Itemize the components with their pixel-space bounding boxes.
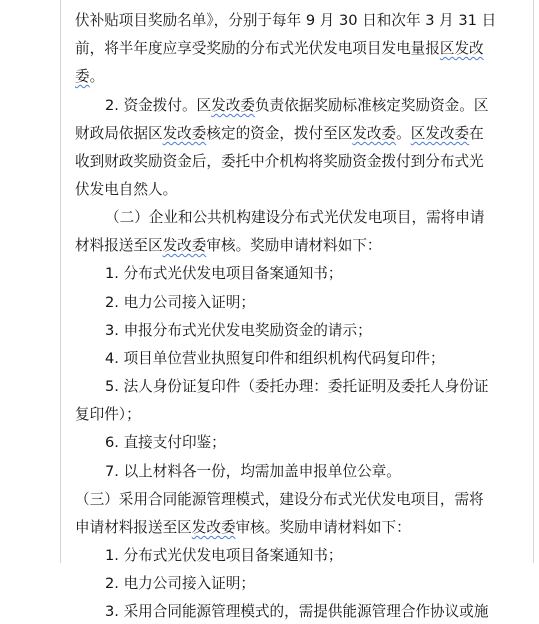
text-line bbox=[75, 150, 484, 174]
text-span: 材料报送至区 bbox=[75, 237, 163, 254]
text-line bbox=[105, 544, 342, 568]
spellcheck-flagged-term: 区发改委 bbox=[410, 125, 470, 142]
text-line bbox=[75, 403, 141, 427]
text-span: 7. 以上材料各一份，均需加盖申报单位公章。 bbox=[105, 463, 401, 480]
page-margin-left-rule bbox=[60, 0, 61, 563]
text-line bbox=[105, 262, 342, 286]
text-line bbox=[75, 9, 496, 33]
spellcheck-flagged-term: 发改委 bbox=[162, 125, 207, 142]
spellcheck-flagged-term: 委 bbox=[75, 68, 90, 85]
text-line bbox=[75, 37, 484, 61]
text-span: 1. 分布式光伏发电项目备案通知书； bbox=[105, 265, 343, 282]
text-span: 前，将半年度应享受奖励的分布式光伏发电项目发电量报 bbox=[75, 40, 440, 57]
text-span: 收到财政奖励资金后，委托中介机构将奖励资金拨付到分布式光 bbox=[75, 153, 484, 170]
text-span: 2. 电力公司接入证明； bbox=[105, 294, 255, 311]
spellcheck-flagged-term: 发改委 bbox=[211, 97, 255, 114]
text-span: 4. 项目单位营业执照复印件和组织机构代码复印件； bbox=[105, 350, 445, 367]
text-span: （二）企业和公共机构建设分布式光伏发电项目，需将申请 bbox=[105, 209, 485, 226]
text-span: 伏发电自然人。 bbox=[75, 181, 178, 198]
text-span: 审核。奖励申请材料如下： bbox=[206, 237, 382, 254]
text-span: 。 bbox=[89, 68, 105, 85]
text-span: 1. 分布式光伏发电项目备案通知书； bbox=[105, 547, 343, 564]
page-margin-right-rule bbox=[533, 0, 534, 563]
text-line bbox=[105, 347, 445, 371]
text-span: 3. 采用合同能源管理模式的，需提供能源管理合作协议或施 bbox=[105, 603, 489, 620]
text-span: （三）采用合同能源管理模式，建设分布式光伏发电项目，需将 bbox=[75, 491, 484, 508]
text-line bbox=[105, 206, 484, 230]
text-span: 审核。奖励申请材料如下： bbox=[235, 519, 411, 536]
text-line bbox=[75, 516, 411, 540]
text-line bbox=[105, 375, 488, 399]
text-line bbox=[105, 600, 488, 624]
text-line bbox=[75, 488, 484, 512]
text-line bbox=[105, 572, 255, 596]
text-span: 6. 直接支付印鉴； bbox=[105, 434, 226, 451]
text-span: 5. 法人身份证复印件（委托办理：委托证明及委托人身份证 bbox=[105, 378, 489, 395]
spellcheck-flagged-term: 区发改 bbox=[439, 40, 484, 57]
text-line bbox=[105, 460, 401, 484]
text-span: 核定的资金，拨付至区 bbox=[206, 125, 353, 142]
text-span: 复印件）； bbox=[75, 406, 141, 423]
text-span: 3. 申报分布式光伏发电奖励资金的请示； bbox=[105, 322, 372, 339]
text-line bbox=[75, 122, 484, 146]
text-span: 。 bbox=[396, 125, 411, 142]
spellcheck-flagged-term: 发改委 bbox=[191, 519, 236, 536]
text-span: 申请材料报送至区 bbox=[75, 519, 192, 536]
text-span: 财政局依据区 bbox=[75, 125, 163, 142]
text-line bbox=[75, 65, 104, 89]
spellcheck-flagged-term: 发改委 bbox=[352, 125, 397, 142]
text-span: 伏补贴项目奖励名单》，分别于每年 9 月 30 日和次年 3 月 31 日 bbox=[75, 12, 497, 29]
spellcheck-flagged-term: 发改委 bbox=[162, 237, 207, 254]
text-line bbox=[105, 291, 255, 315]
text-line bbox=[75, 234, 382, 258]
text-line bbox=[105, 94, 488, 118]
text-line bbox=[105, 431, 226, 455]
text-line bbox=[105, 319, 372, 343]
text-span: 负责依据奖励标准核定奖励资金。区 bbox=[254, 97, 489, 114]
text-line bbox=[75, 178, 177, 202]
text-span: 2. 电力公司接入证明； bbox=[105, 575, 255, 592]
text-span: 2. 资金拨付。区 bbox=[105, 97, 212, 114]
text-span: 在 bbox=[469, 125, 484, 142]
